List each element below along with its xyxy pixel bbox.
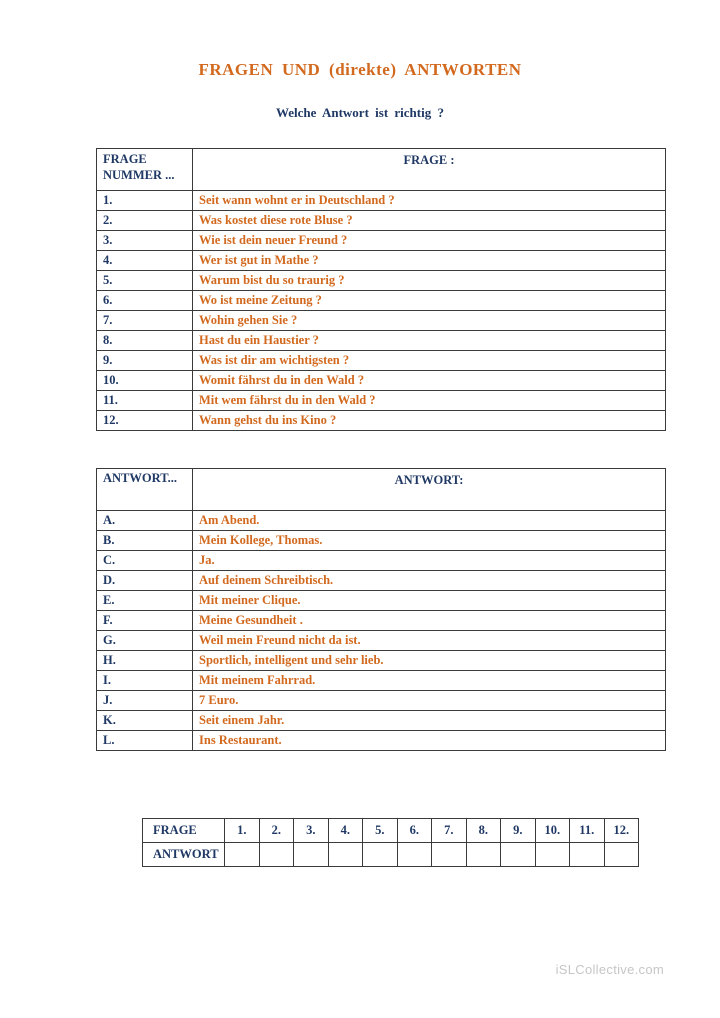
solution-question-row xyxy=(143,819,639,843)
table-row xyxy=(97,531,666,551)
questions-header-text: FRAGE : xyxy=(193,149,666,191)
questions-table-header-row xyxy=(97,149,666,191)
answers-header-number: ANTWORT... xyxy=(97,469,193,511)
answer-text: Sportlich, intelligent und sehr lieb. xyxy=(193,651,666,671)
solution-number-cell: 1. xyxy=(225,819,260,843)
question-number: 11. xyxy=(97,391,193,411)
table-row xyxy=(97,731,666,751)
table-row xyxy=(97,271,666,291)
solution-number-cell: 7. xyxy=(432,819,467,843)
answer-letter: D. xyxy=(97,571,193,591)
answer-letter: J. xyxy=(97,691,193,711)
solution-number-cell: 4. xyxy=(328,819,363,843)
answer-text: Seit einem Jahr. xyxy=(193,711,666,731)
question-number: 2. xyxy=(97,211,193,231)
question-text: Mit wem fährst du in den Wald ? xyxy=(193,391,666,411)
answer-text: Weil mein Freund nicht da ist. xyxy=(193,631,666,651)
answer-text: Mit meinem Fahrrad. xyxy=(193,671,666,691)
question-text: Womit fährst du in den Wald ? xyxy=(193,371,666,391)
answer-letter: F. xyxy=(97,611,193,631)
solution-row-label-frage: FRAGE xyxy=(143,819,225,843)
solution-answer-row xyxy=(143,843,639,867)
table-row xyxy=(97,351,666,371)
answer-letter: G. xyxy=(97,631,193,651)
table-row xyxy=(97,311,666,331)
question-number: 6. xyxy=(97,291,193,311)
answers-table xyxy=(96,468,666,751)
table-row xyxy=(97,371,666,391)
page-title: FRAGEN UND (direkte) ANTWORTEN xyxy=(198,60,522,79)
answer-text: Ja. xyxy=(193,551,666,571)
answer-text: Ins Restaurant. xyxy=(193,731,666,751)
solution-number-cell: 11. xyxy=(570,819,605,843)
table-row xyxy=(97,291,666,311)
table-row xyxy=(97,671,666,691)
question-text: Seit wann wohnt er in Deutschland ? xyxy=(193,191,666,211)
question-text: Was kostet diese rote Bluse ? xyxy=(193,211,666,231)
table-row xyxy=(97,611,666,631)
solution-answer-cell[interactable] xyxy=(432,843,467,867)
answer-letter: A. xyxy=(97,511,193,531)
solution-answer-cell[interactable] xyxy=(328,843,363,867)
table-row xyxy=(97,191,666,211)
solution-number-cell: 3. xyxy=(294,819,329,843)
question-number: 10. xyxy=(97,371,193,391)
solution-number-cell: 10. xyxy=(535,819,570,843)
solution-answer-cell[interactable] xyxy=(363,843,398,867)
answers-table-header-row xyxy=(97,469,666,511)
table-row xyxy=(97,231,666,251)
solution-table xyxy=(142,818,639,867)
solution-answer-cell[interactable] xyxy=(466,843,501,867)
table-row xyxy=(97,511,666,531)
answer-letter: H. xyxy=(97,651,193,671)
solution-number-cell: 9. xyxy=(501,819,536,843)
table-row xyxy=(97,591,666,611)
question-text: Was ist dir am wichtigsten ? xyxy=(193,351,666,371)
table-row xyxy=(97,711,666,731)
solution-answer-cell[interactable] xyxy=(604,843,639,867)
solution-answer-cell[interactable] xyxy=(397,843,432,867)
solution-answer-cell[interactable] xyxy=(225,843,260,867)
question-text: Wie ist dein neuer Freund ? xyxy=(193,231,666,251)
table-row xyxy=(97,571,666,591)
solution-answer-cell[interactable] xyxy=(294,843,329,867)
question-number: 8. xyxy=(97,331,193,351)
questions-header-number xyxy=(97,149,193,191)
answer-letter: B. xyxy=(97,531,193,551)
table-row xyxy=(97,331,666,351)
question-text: Warum bist du so traurig ? xyxy=(193,271,666,291)
solution-answer-cell[interactable] xyxy=(535,843,570,867)
answer-text: Auf deinem Schreibtisch. xyxy=(193,571,666,591)
solution-answer-cell[interactable] xyxy=(501,843,536,867)
question-text: Wer ist gut in Mathe ? xyxy=(193,251,666,271)
answer-text: Am Abend. xyxy=(193,511,666,531)
answer-letter: L. xyxy=(97,731,193,751)
table-row xyxy=(97,551,666,571)
answer-letter: E. xyxy=(97,591,193,611)
answer-text: Meine Gesundheit . xyxy=(193,611,666,631)
solution-number-cell: 6. xyxy=(397,819,432,843)
watermark: iSLCollective.com xyxy=(555,962,664,977)
solution-answer-cell[interactable] xyxy=(259,843,294,867)
answer-letter: K. xyxy=(97,711,193,731)
answer-text: 7 Euro. xyxy=(193,691,666,711)
question-number: 12. xyxy=(97,411,193,431)
answers-header-text: ANTWORT: xyxy=(193,469,666,511)
answer-text: Mit meiner Clique. xyxy=(193,591,666,611)
question-text: Hast du ein Haustier ? xyxy=(193,331,666,351)
solution-answer-cell[interactable] xyxy=(570,843,605,867)
questions-header-number-line1: FRAGE xyxy=(103,152,147,166)
answer-letter: C. xyxy=(97,551,193,571)
table-row xyxy=(97,411,666,431)
question-number: 1. xyxy=(97,191,193,211)
table-row xyxy=(97,691,666,711)
solution-row-label-antwort: ANTWORT xyxy=(143,843,225,867)
answer-letter: I. xyxy=(97,671,193,691)
page-subtitle: Welche Antwort ist richtig ? xyxy=(276,105,444,120)
table-row xyxy=(97,211,666,231)
question-text: Wohin gehen Sie ? xyxy=(193,311,666,331)
solution-number-cell: 2. xyxy=(259,819,294,843)
table-row xyxy=(97,391,666,411)
question-number: 3. xyxy=(97,231,193,251)
questions-header-number-line2: NUMMER ... xyxy=(103,168,175,182)
question-number: 9. xyxy=(97,351,193,371)
solution-number-cell: 12. xyxy=(604,819,639,843)
solution-number-cell: 8. xyxy=(466,819,501,843)
question-number: 4. xyxy=(97,251,193,271)
question-number: 5. xyxy=(97,271,193,291)
answer-text: Mein Kollege, Thomas. xyxy=(193,531,666,551)
solution-number-cell: 5. xyxy=(363,819,398,843)
question-text: Wo ist meine Zeitung ? xyxy=(193,291,666,311)
table-row xyxy=(97,651,666,671)
question-text: Wann gehst du ins Kino ? xyxy=(193,411,666,431)
table-row xyxy=(97,251,666,271)
question-number: 7. xyxy=(97,311,193,331)
questions-table xyxy=(96,148,666,431)
table-row xyxy=(97,631,666,651)
